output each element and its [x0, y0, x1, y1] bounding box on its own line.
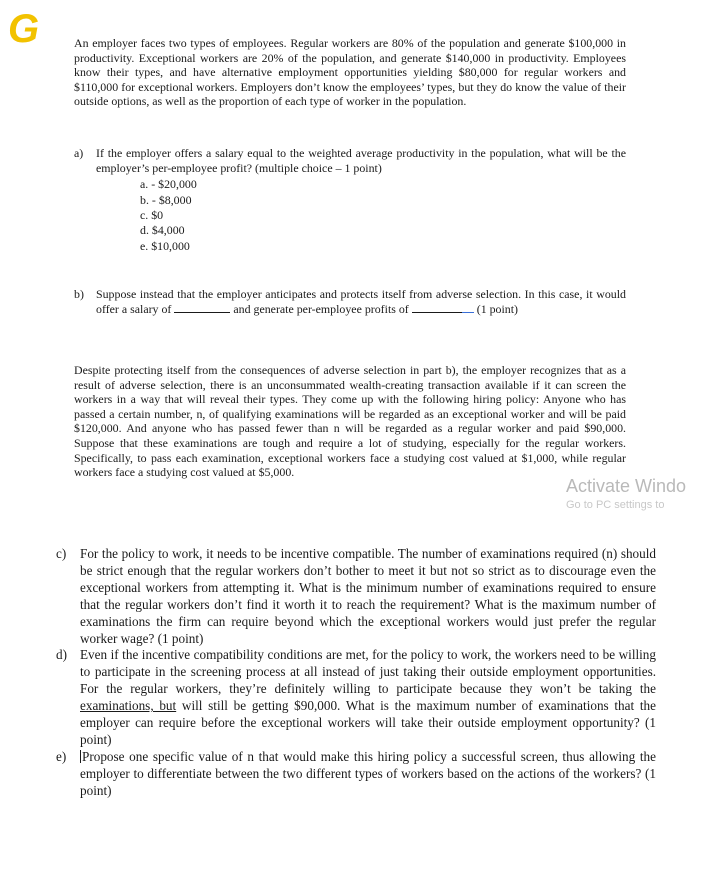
question-b-part1: Suppose instead that the employer anticipates and protects itself from adverse selection. In this case, it would offer a salary of	[96, 287, 626, 316]
question-e-text-wrap	[80, 749, 656, 800]
question-d-text	[80, 647, 656, 748]
activate-windows-watermark: Activate Windo	[566, 476, 687, 496]
question-d	[56, 647, 656, 748]
question-d-part1: Even if the incentive compatibility conditions are met, for the policy to work, the workers need to be willing to participate in the screening process at all instead of just taking their outside employment opportunities. For the regular workers, they’re definitely willing to participate because they won’t be taking the	[80, 647, 656, 697]
question-b	[74, 287, 626, 316]
option-e: e. $10,000	[140, 238, 190, 253]
question-d-label: d)	[56, 647, 67, 663]
question-b-label: b)	[74, 287, 84, 301]
question-c-label: c)	[56, 546, 67, 561]
option-b: b. - $8,000	[140, 192, 192, 207]
logo-letter: G	[8, 7, 40, 50]
problem-intro: An employer faces two types of employees. Regular workers are 80% of the population and generate $100,000 in productivity. Exceptional workers are 20% of the population, and generate $140,000 in productivity. Employees know their types, and have alternative employment opportunities yielding $80,000 for regular workers and $110,000 for exceptional workers. Employers don’t know the employees’ types, but they do know the value of their outside options, as well as the proportion of each type of worker in the population.	[74, 36, 626, 109]
g-logo-icon	[4, 6, 48, 50]
question-a-options	[140, 177, 626, 254]
text-cursor	[80, 750, 81, 763]
option-a: a. - $20,000	[140, 177, 197, 192]
salary-blank	[174, 302, 230, 313]
question-e-text: Propose one specific value of n that would make this hiring policy a successful screen, thus allowing the employer to differentiate between the two different types of workers based on the actions of the workers? (1 point)	[80, 748, 656, 798]
question-a-text: If the employer offers a salary equal to the weighted average productivity in the population, what will be the employer’s per-employee profit? (multiple choice – 1 point)	[96, 146, 626, 175]
profit-blank	[412, 302, 474, 313]
lower-questions	[56, 546, 656, 800]
question-c	[56, 546, 656, 647]
question-b-text	[96, 287, 626, 316]
question-e-label: e)	[56, 748, 67, 764]
question-c-text: For the policy to work, it needs to be incentive compatible. The number of examinations required (n) should be strict enough that the regular workers don’t bother to meet it but not so strict as to discourage even the exceptional workers from attempting it. What is the minimum number of examinations required to ensure that the regular workers don’t find it worth it to reach the requirement? What is the maximum number of examinations the firm can require beyond which the exceptional workers would just prefer the regular worker wage? (1 point)	[80, 546, 656, 646]
option-d: d. $4,000	[140, 223, 185, 238]
question-a	[74, 146, 626, 254]
question-b-part2: and generate per-employee profits of	[233, 301, 409, 316]
question-d-part2: will still be getting $90,000. What is the maximum number of examinations that the employer can require before the exceptional workers will take their outside employment opportunity? (1 point)	[80, 698, 656, 747]
question-d-underlined: examinations, but	[80, 698, 177, 714]
question-e	[56, 749, 656, 800]
question-b-part3: (1 point)	[476, 301, 519, 316]
option-c: c. $0	[140, 208, 164, 222]
question-a-label: a)	[74, 146, 84, 160]
screening-paragraph: Despite protecting itself from the consequences of adverse selection in part b), the employer recognizes that as a result of adverse selection, there is an unconsummated wealth-creating transaction available if it can screen the workers in a way that will reveal their types. They come up with the following hiring policy: Anyone who has passed a certain number, n, of qualifying examinations will be regarded as an exceptional worker and will be paid $120,000. And anyone who has passed fewer than n will be regarded as a regular worker and paid $90,000. Suppose that these examinations are tough and require a lot of studying, especially for the regular workers. Specifically, to pass each examination, exceptional workers face a studying cost valued at $1,000, while regular workers face a studying cost valued at $5,000.	[74, 363, 626, 480]
pc-settings-watermark: Go to PC settings to	[566, 499, 665, 511]
